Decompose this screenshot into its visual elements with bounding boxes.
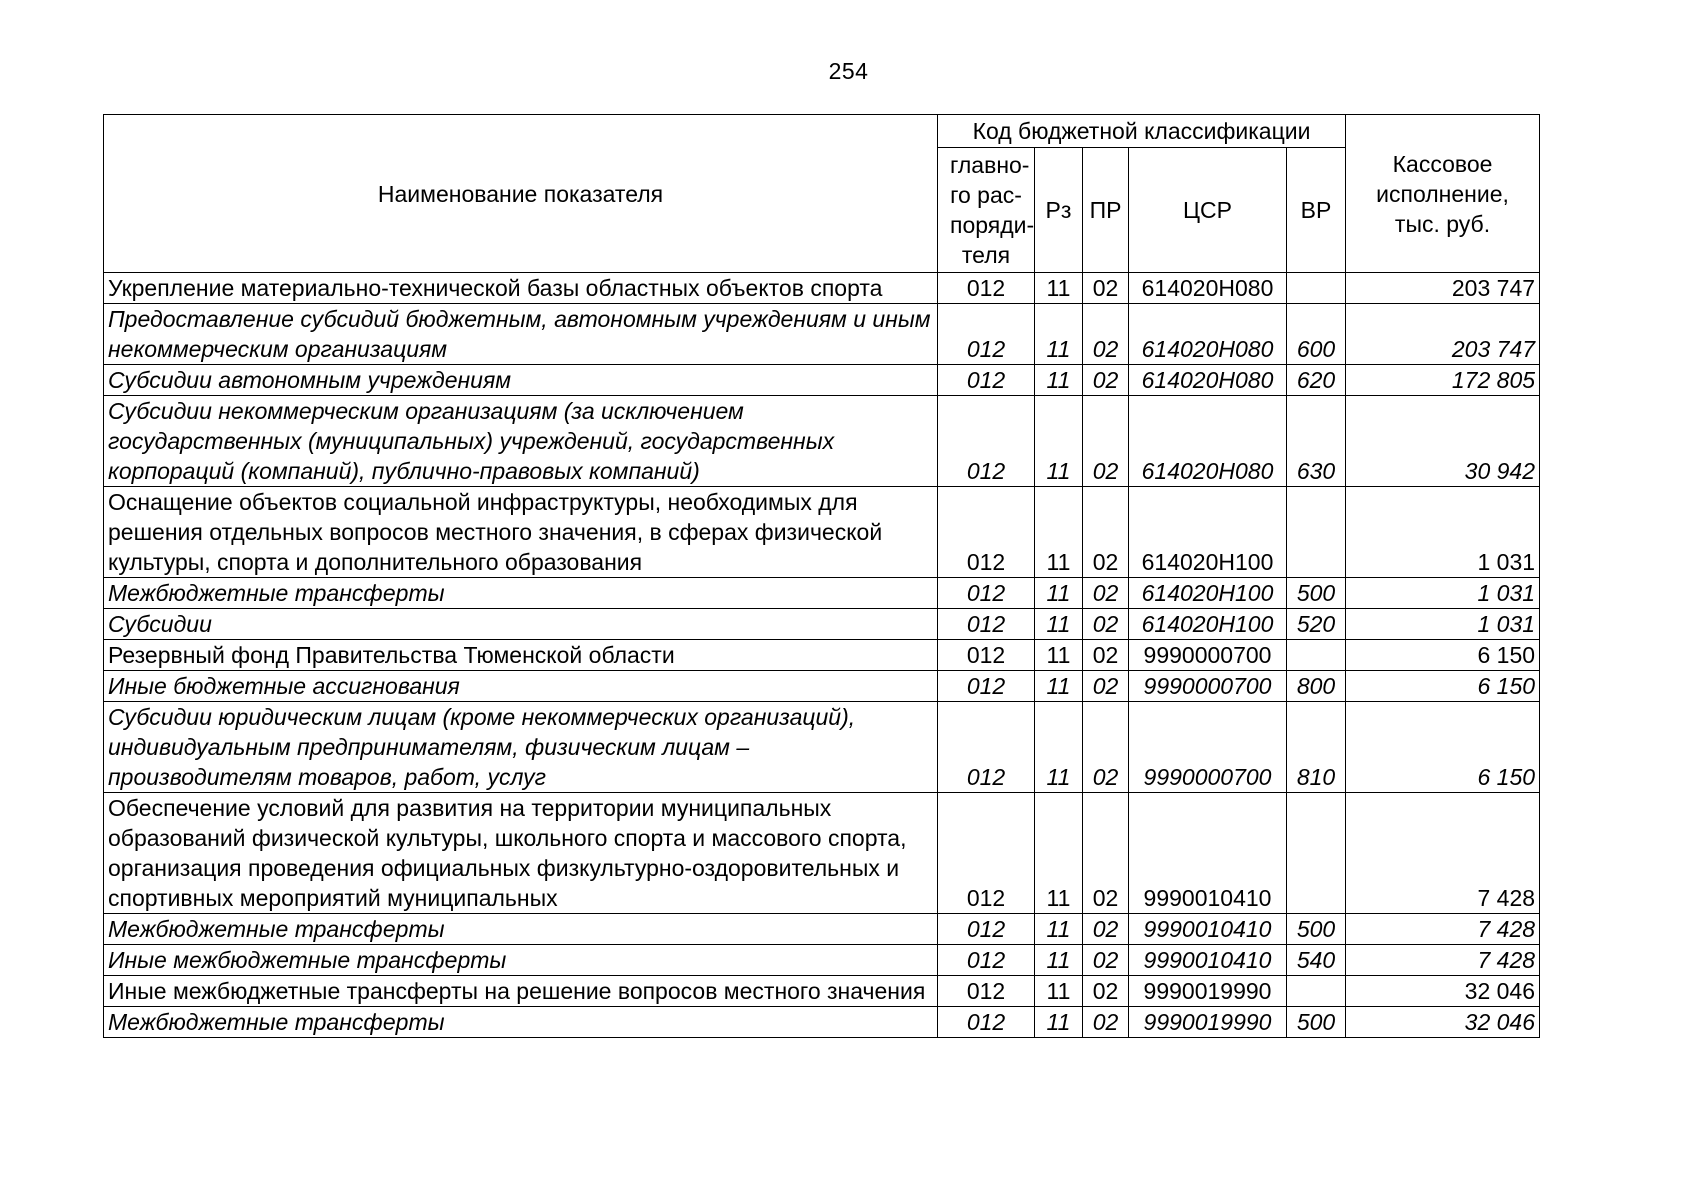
row-gl-code: 012 [938, 396, 1035, 487]
row-rz-code: 11 [1035, 945, 1083, 976]
row-amount: 6 150 [1346, 702, 1540, 793]
row-vr-code: 500 [1287, 914, 1346, 945]
row-amount: 7 428 [1346, 945, 1540, 976]
row-name: Субсидии [104, 609, 938, 640]
row-amount: 203 747 [1346, 273, 1540, 304]
row-pr-code: 02 [1083, 365, 1129, 396]
row-amount: 203 747 [1346, 304, 1540, 365]
row-amount: 1 031 [1346, 578, 1540, 609]
header-vr: ВР [1287, 148, 1346, 273]
row-rz-code: 11 [1035, 365, 1083, 396]
row-name: Субсидии автономным учреждениям [104, 365, 938, 396]
row-name: Межбюджетные трансферты [104, 578, 938, 609]
row-pr-code: 02 [1083, 640, 1129, 671]
row-csr-code: 614020Н100 [1129, 487, 1287, 578]
row-amount: 1 031 [1346, 609, 1540, 640]
row-pr-code: 02 [1083, 609, 1129, 640]
row-name: Предоставление субсидий бюджетным, автономным учреждениям и иным некоммерческим организациям [104, 304, 938, 365]
row-amount: 7 428 [1346, 793, 1540, 914]
row-rz-code: 11 [1035, 702, 1083, 793]
header-pr: ПР [1083, 148, 1129, 273]
row-gl-code: 012 [938, 365, 1035, 396]
row-csr-code: 614020Н080 [1129, 304, 1287, 365]
table-row [104, 702, 1540, 793]
row-name: Субсидии некоммерческим организациям (за исключением государственных (муниципальных) учреждений, государственных корпораций (компаний), публично-правовых компаний) [104, 396, 938, 487]
row-csr-code: 9990000700 [1129, 640, 1287, 671]
row-rz-code: 11 [1035, 640, 1083, 671]
row-amount: 32 046 [1346, 1007, 1540, 1038]
row-csr-code: 9990000700 [1129, 702, 1287, 793]
row-name: Межбюджетные трансферты [104, 914, 938, 945]
table-row [104, 273, 1540, 304]
row-name: Оснащение объектов социальной инфраструктуры, необходимых для решения отдельных вопросов местного значения, в сферах физической культуры, спорта и дополнительного образования [104, 487, 938, 578]
budget-table [103, 114, 1540, 1038]
row-rz-code: 11 [1035, 1007, 1083, 1038]
row-csr-code: 9990019990 [1129, 1007, 1287, 1038]
row-pr-code: 02 [1083, 273, 1129, 304]
table-row [104, 945, 1540, 976]
row-gl-code: 012 [938, 304, 1035, 365]
row-rz-code: 11 [1035, 793, 1083, 914]
row-vr-code [1287, 273, 1346, 304]
row-name: Укрепление материально-технической базы областных объектов спорта [104, 273, 938, 304]
row-csr-code: 9990019990 [1129, 976, 1287, 1007]
row-rz-code: 11 [1035, 487, 1083, 578]
row-csr-code: 614020Н080 [1129, 365, 1287, 396]
table-row [104, 487, 1540, 578]
row-name: Межбюджетные трансферты [104, 1007, 938, 1038]
row-pr-code: 02 [1083, 702, 1129, 793]
row-gl-code: 012 [938, 487, 1035, 578]
header-csr: ЦСР [1129, 148, 1287, 273]
row-amount: 6 150 [1346, 640, 1540, 671]
row-rz-code: 11 [1035, 609, 1083, 640]
row-csr-code: 614020Н100 [1129, 578, 1287, 609]
row-gl-code: 012 [938, 1007, 1035, 1038]
header-name: Наименование показателя [104, 115, 938, 273]
row-gl-code: 012 [938, 945, 1035, 976]
page-number: 254 [828, 58, 869, 84]
header-code-group: Код бюджетной классификации [938, 115, 1346, 148]
row-vr-code: 620 [1287, 365, 1346, 396]
row-pr-code: 02 [1083, 914, 1129, 945]
row-gl-code: 012 [938, 793, 1035, 914]
row-vr-code: 520 [1287, 609, 1346, 640]
row-rz-code: 11 [1035, 273, 1083, 304]
row-rz-code: 11 [1035, 396, 1083, 487]
row-pr-code: 02 [1083, 304, 1129, 365]
row-vr-code [1287, 640, 1346, 671]
table-row [104, 671, 1540, 702]
row-pr-code: 02 [1083, 793, 1129, 914]
header-amount-label: Кассовое исполнение, тыс. руб. [1376, 150, 1509, 237]
row-vr-code [1287, 487, 1346, 578]
row-gl-code: 012 [938, 578, 1035, 609]
row-name: Иные бюджетные ассигнования [104, 671, 938, 702]
table-row [104, 365, 1540, 396]
row-gl-code: 012 [938, 914, 1035, 945]
header-rz: Рз [1035, 148, 1083, 273]
row-gl-code: 012 [938, 273, 1035, 304]
row-vr-code: 810 [1287, 702, 1346, 793]
table-row [104, 976, 1540, 1007]
table-row [104, 609, 1540, 640]
row-csr-code: 9990000700 [1129, 671, 1287, 702]
row-name: Иные межбюджетные трансферты на решение вопросов местного значения [104, 976, 938, 1007]
row-amount: 6 150 [1346, 671, 1540, 702]
row-pr-code: 02 [1083, 976, 1129, 1007]
row-amount: 7 428 [1346, 914, 1540, 945]
row-rz-code: 11 [1035, 914, 1083, 945]
row-name: Субсидии юридическим лицам (кроме некоммерческих организаций), индивидуальным предпринимателям, физическим лицам – производителям товаров, работ, услуг [104, 702, 938, 793]
row-vr-code [1287, 976, 1346, 1007]
table-row [104, 640, 1540, 671]
table-body [104, 273, 1540, 1038]
row-pr-code: 02 [1083, 945, 1129, 976]
row-pr-code: 02 [1083, 396, 1129, 487]
row-pr-code: 02 [1083, 1007, 1129, 1038]
row-gl-code: 012 [938, 976, 1035, 1007]
row-gl-code: 012 [938, 702, 1035, 793]
row-gl-code: 012 [938, 640, 1035, 671]
row-pr-code: 02 [1083, 487, 1129, 578]
row-amount: 1 031 [1346, 487, 1540, 578]
row-vr-code: 540 [1287, 945, 1346, 976]
row-vr-code [1287, 793, 1346, 914]
row-gl-code: 012 [938, 671, 1035, 702]
row-amount: 32 046 [1346, 976, 1540, 1007]
row-csr-code: 614020Н080 [1129, 396, 1287, 487]
row-csr-code: 614020Н100 [1129, 609, 1287, 640]
row-gl-code: 012 [938, 609, 1035, 640]
table-header [104, 115, 1540, 273]
header-gl: главно-го рас-поряди-теля [938, 148, 1035, 273]
row-rz-code: 11 [1035, 304, 1083, 365]
table-row [104, 578, 1540, 609]
row-vr-code: 800 [1287, 671, 1346, 702]
table-row [104, 396, 1540, 487]
row-rz-code: 11 [1035, 578, 1083, 609]
row-vr-code: 630 [1287, 396, 1346, 487]
row-amount: 30 942 [1346, 396, 1540, 487]
table-row [104, 914, 1540, 945]
row-csr-code: 9990010410 [1129, 914, 1287, 945]
row-name: Резервный фонд Правительства Тюменской области [104, 640, 938, 671]
row-csr-code: 9990010410 [1129, 945, 1287, 976]
row-name: Иные межбюджетные трансферты [104, 945, 938, 976]
table-row [104, 793, 1540, 914]
row-name: Обеспечение условий для развития на территории муниципальных образований физической культуры, школьного спорта и массового спорта, организация проведения официальных физкультурно-оздоровительных и спортивных мероприятий муниципальных [104, 793, 938, 914]
row-vr-code: 500 [1287, 1007, 1346, 1038]
row-amount: 172 805 [1346, 365, 1540, 396]
row-vr-code: 500 [1287, 578, 1346, 609]
table-row [104, 1007, 1540, 1038]
row-vr-code: 600 [1287, 304, 1346, 365]
row-csr-code: 614020Н080 [1129, 273, 1287, 304]
row-csr-code: 9990010410 [1129, 793, 1287, 914]
row-rz-code: 11 [1035, 671, 1083, 702]
row-pr-code: 02 [1083, 578, 1129, 609]
row-rz-code: 11 [1035, 976, 1083, 1007]
table-row [104, 304, 1540, 365]
header-amount [1346, 115, 1540, 273]
row-pr-code: 02 [1083, 671, 1129, 702]
